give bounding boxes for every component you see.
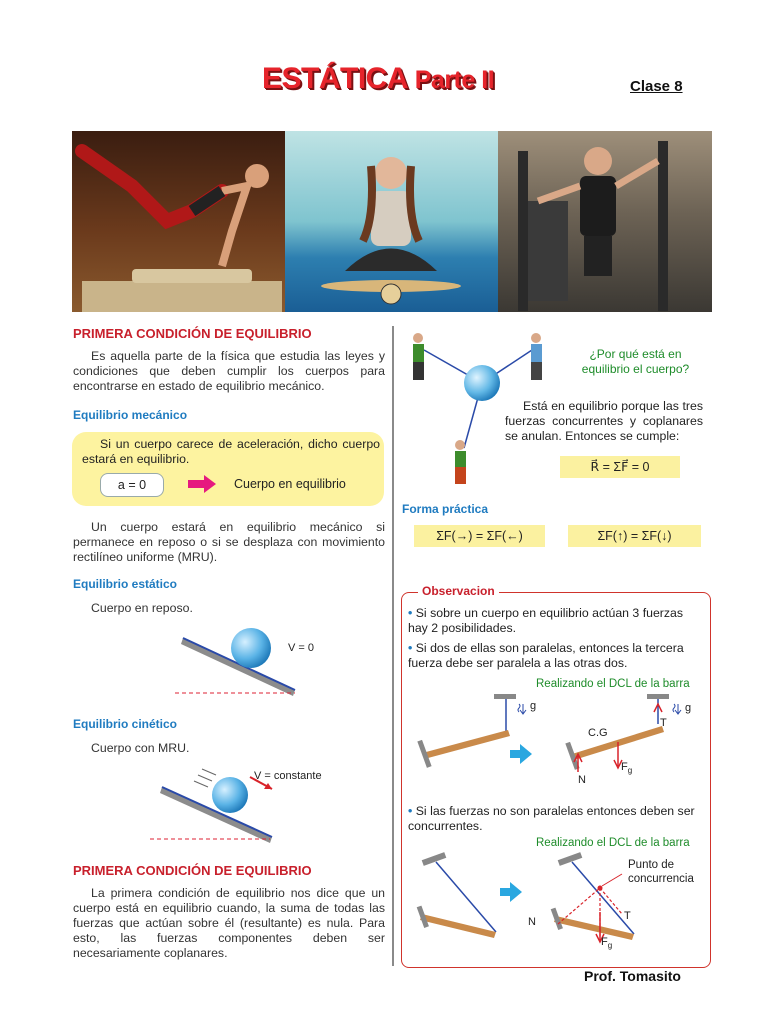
concurrence-line-1: Punto de — [628, 859, 675, 871]
horizontal-formula: ΣF(→) = ΣF(←) — [414, 525, 545, 547]
parallel-forces-diagram — [412, 692, 707, 792]
weight-label-1 — [621, 761, 632, 775]
title-main: ESTÁTICA — [262, 62, 407, 95]
gravity-label-2: g — [685, 702, 692, 714]
static-velocity-label: V = 0 — [288, 642, 314, 654]
section1-heading: PRIMERA CONDICIÓN DE EQUILIBRIO — [73, 326, 312, 341]
observation-bullet-2 — [408, 641, 704, 671]
bullet-dot: • — [408, 606, 413, 620]
equilibrium-answer: Está en equilibrio porque las tres fuerzas concurrentes y coplanares se anulan. Entonces se cumple: — [505, 399, 703, 443]
weight-sub-2: g — [607, 941, 613, 951]
dcl1-caption: Realizando el DCL de la barra — [536, 678, 690, 690]
gym-photo — [498, 131, 712, 312]
mechanical-box-text: Si un cuerpo carece de aceleración, dicho cuerpo estará en equilibrio. — [82, 437, 380, 466]
observation-label: Observacion — [418, 584, 499, 598]
center-gravity-label: C.G — [588, 727, 608, 739]
bullet-dot: • — [408, 641, 413, 655]
tension-label-2: T — [624, 910, 631, 922]
resultant-formula: R⃗ = ΣF⃗ = 0 — [560, 456, 680, 478]
equilibrium-result: Cuerpo en equilibrio — [234, 477, 346, 491]
page-title — [262, 62, 494, 96]
static-text: Cuerpo en reposo. — [91, 601, 193, 615]
acceleration-pill: a = 0 — [100, 473, 164, 497]
dcl2-caption: Realizando el DCL de la barra — [536, 837, 690, 849]
observation-bullet-3 — [408, 804, 704, 834]
title-part: Parte II — [414, 66, 495, 94]
bullet-2-text: Si dos de ellas son paralelas, entonces la tercera fuerza debe ser paralela a las otras dos. — [408, 641, 684, 670]
mechanical-paragraph: Un cuerpo estará en equilibrio mecánico si permanece en reposo o si se desplaza con movimiento rectilíneo uniforme (MRU). — [73, 520, 385, 564]
equilibrium-question: ¿Por qué está en equilibrio el cuerpo? — [581, 347, 690, 376]
observation-bullet-1 — [408, 606, 704, 636]
gymnast-photo — [72, 131, 285, 312]
section2-heading: PRIMERA CONDICIÓN DE EQUILIBRIO — [73, 863, 312, 878]
kinetic-velocity-label: V = constante — [254, 770, 322, 782]
column-divider — [392, 326, 394, 966]
intro-text: Es aquella parte de la física que estudia las leyes y condiciones que deben cumplir los cuerpos para encontrarse en estado de equilibrio mecánico. — [73, 349, 385, 393]
normal-label-1: N — [578, 774, 586, 786]
normal-label-2: N — [528, 916, 536, 928]
magenta-arrow-icon — [188, 475, 216, 493]
gravity-label-1: g — [530, 700, 537, 712]
tension-label-1: T — [660, 717, 667, 729]
weight-label-2 — [601, 936, 612, 950]
weight-sub-1: g — [627, 766, 633, 776]
concurrence-label — [628, 858, 694, 886]
kinetic-text: Cuerpo con MRU. — [91, 741, 190, 755]
kinetic-heading: Equilibrio cinético — [73, 717, 178, 731]
author-signature: Prof. Tomasito — [584, 968, 681, 984]
static-heading: Equilibrio estático — [73, 577, 178, 591]
class-label: Clase 8 — [630, 78, 683, 95]
static-sphere-diagram — [175, 618, 315, 700]
bullet-3-text: Si las fuerzas no son paralelas entonces deben ser concurrentes. — [408, 804, 695, 833]
mechanical-heading: Equilibrio mecánico — [73, 408, 188, 422]
weight-F-1: F — [621, 761, 628, 773]
concurrence-line-2: concurrencia — [628, 873, 694, 885]
bullet-1-text: Si sobre un cuerpo en equilibrio actúan 3 fuerzas hay 2 posibilidades. — [408, 606, 684, 635]
balance-board-photo — [285, 131, 498, 312]
practical-heading: Forma práctica — [402, 502, 489, 516]
bullet-dot: • — [408, 804, 413, 818]
section2-text: La primera condición de equilibrio nos dice que un cuerpo está en equilibrio cuando, la suma de todas las fuerzas que actúan sobre él (resultante) es nula. Para esto, las fuerzas componentes deben ser necesariamente coplanares. — [73, 886, 385, 960]
weight-F-2: F — [601, 936, 608, 948]
vertical-formula: ΣF(↑) = ΣF(↓) — [568, 525, 701, 547]
